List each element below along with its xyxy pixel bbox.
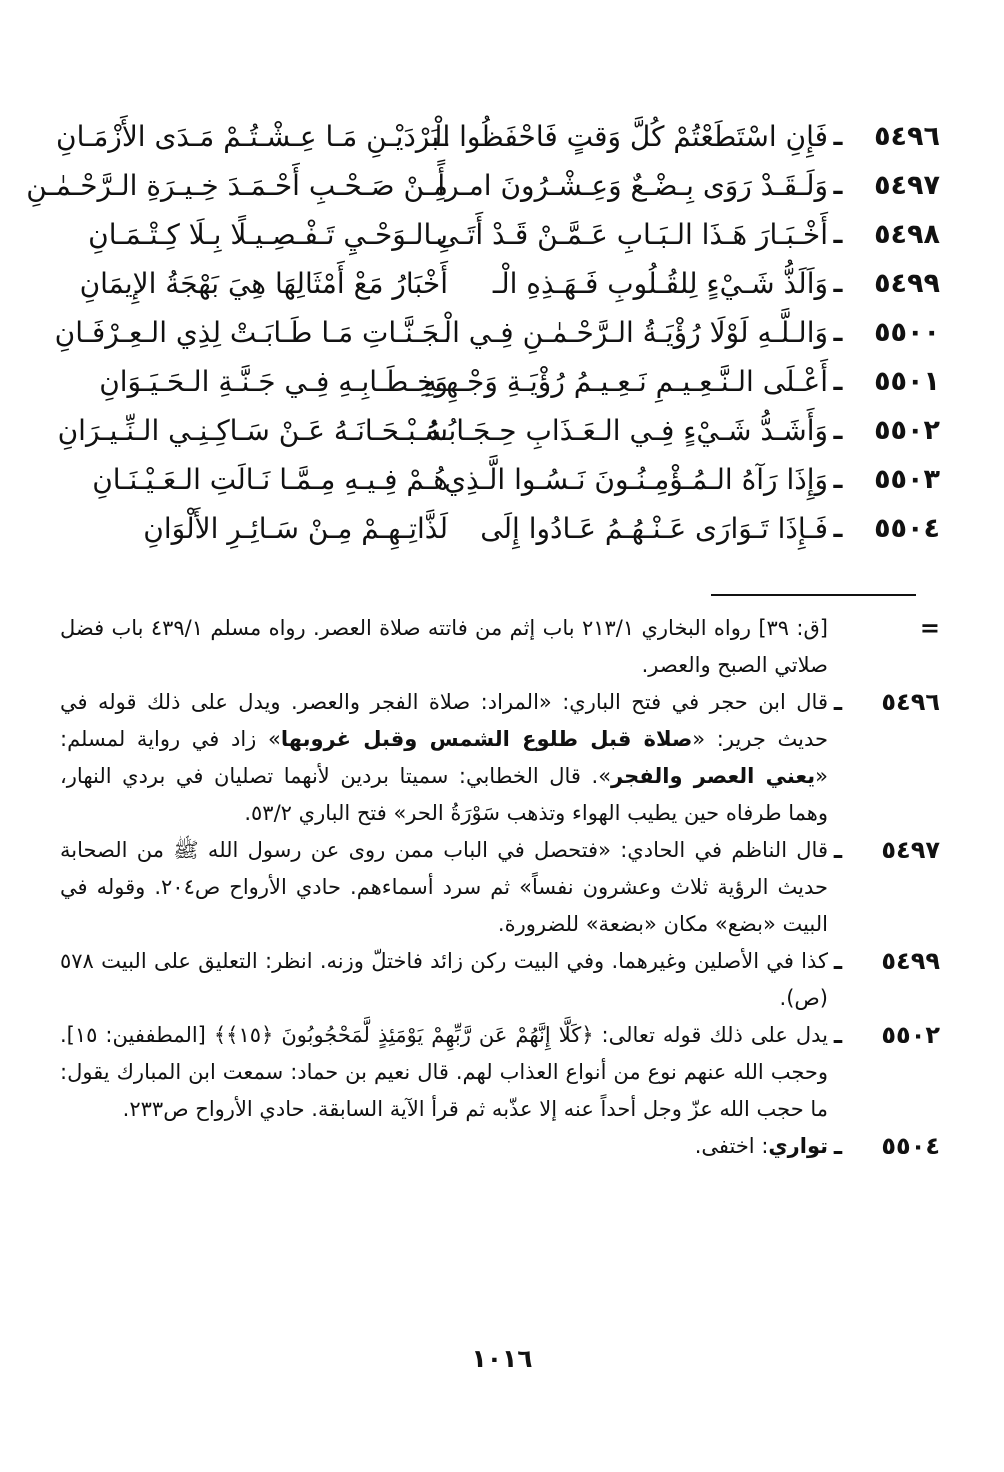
verse-number: ٥٥٠٢ bbox=[874, 415, 940, 446]
poem bbox=[26, 112, 940, 553]
verse-number: ٥٤٩٨ bbox=[874, 219, 940, 250]
first-hemistich: وَأَشَـدُّ شَـيْءٍ فِـي الـعَـذَابِ حِـجَـابُـهُ bbox=[425, 414, 828, 447]
verse bbox=[60, 455, 940, 504]
text-segment: ». قال الخطابي: سميتا بردين لأنهما تصليان في بردي النهار، وهما طرفاه حين يطيب الهواء وتذهب سَوْرَةُ الحر» فتح الباري ٥٣/٢. bbox=[60, 764, 828, 825]
footnote-text bbox=[60, 1128, 828, 1165]
footnote-text bbox=[60, 832, 828, 943]
verse-number: ٥٤٩٩ bbox=[874, 268, 940, 299]
second-hemistich: هُـمْ فِـيـهِ مِـمَّـا نَـالَتِ الـعَـيْـنَـانِ bbox=[92, 463, 448, 496]
verse-dash: ـ bbox=[833, 170, 843, 201]
footnote-text bbox=[60, 943, 828, 1017]
verse bbox=[60, 259, 940, 308]
text-segment: كذا في الأصلين وغيرهما. وفي البيت ركن زائد فاختلّ وزنه. انظر: التعليق على البيت ٥٧٨ (ص). bbox=[60, 949, 828, 1010]
footnote bbox=[60, 832, 940, 943]
footnote-paragraph bbox=[60, 943, 828, 1017]
footnote-dash: ـ bbox=[833, 688, 843, 716]
footnote-paragraph bbox=[60, 1017, 828, 1128]
first-hemistich: وَلَـقَـدْ رَوَى بِـضْـعٌ وَعِـشْـرُونَ امـرأً bbox=[437, 169, 828, 202]
verse-number: ٥٤٩٧ bbox=[874, 170, 940, 201]
footnote-text bbox=[60, 610, 828, 684]
text-segment: قال الناظم في الحادي: «فتحصل في الباب ممن روى عن رسول الله ﷺ من الصحابة حديث الرؤية ثلاث وعشرون نفساً» ثم سرد أسماءهم. حادي الأرواح ص٢٠٤. وقوله في البيت «بضع» مكان «بضعة» للضرورة. bbox=[60, 838, 828, 936]
footnote-paragraph bbox=[60, 684, 828, 832]
footnote-dash: ـ bbox=[833, 1021, 843, 1049]
footnote-paragraph bbox=[60, 1128, 828, 1165]
footnote-text bbox=[60, 1017, 828, 1128]
footnote-dash: ـ bbox=[833, 947, 843, 975]
second-hemistich: لَذَّاتِـهِـمْ مِـنْ سَـائِـرِ الأَلْوَانِ bbox=[143, 512, 448, 545]
bold-text: تواري bbox=[768, 1134, 828, 1158]
first-hemistich: وَإِذَا رَآهُ الـمُـؤْمِـنُـونَ نَـسُـوا الَّـذِي bbox=[444, 463, 828, 496]
bold-text: صلاة قبل طلوع الشمس وقبل غروبها bbox=[280, 727, 693, 751]
footnote bbox=[60, 1017, 940, 1128]
verse-dash: ـ bbox=[833, 366, 843, 397]
verse bbox=[56, 112, 940, 161]
first-hemistich: أَخْـبَـارَ هَـذَا الـبَـابِ عَـمَّـنْ قَـدْ أَتَـى bbox=[435, 218, 828, 251]
footnote-dash: ـ bbox=[833, 836, 843, 864]
verse-number: ٥٥٠٠ bbox=[874, 317, 940, 348]
second-hemistich: ـبَرْدَيْـنِ مَـا عِـشْـتُـمْ مَـدَى الأَزْمَـانِ bbox=[56, 120, 448, 153]
footnote-paragraph bbox=[60, 832, 828, 943]
footnote-text bbox=[60, 684, 828, 832]
verse-number: ٥٥٠٣ bbox=[874, 464, 940, 495]
text-segment: [ق: ٣٩] رواه البخاري ٢١٣/١ باب إثم من فاتته صلاة العصر. رواه مسلم ٤٣٩/١ باب فضل صلاتي الصبح والعصر. bbox=[60, 616, 828, 677]
verse-number: ٥٥٠١ bbox=[874, 366, 940, 397]
verse-dash: ـ bbox=[833, 513, 843, 544]
footnote-number: ٥٤٩٩ bbox=[881, 947, 940, 975]
second-hemistich: بِـالـوَحْـيِ تَـفْـصِـيـلًا بِـلَا كِـتْـمَـانِ bbox=[88, 218, 448, 251]
footnote bbox=[60, 684, 940, 832]
verse bbox=[26, 161, 940, 210]
first-hemistich: وَالـلَّـهِ لَوْلَا رُؤْيَـةُ الـرَّحْـمٰـنِ فِـي الْـ bbox=[435, 316, 828, 349]
footnote-number: = bbox=[919, 614, 940, 642]
verse-dash: ـ bbox=[833, 317, 843, 348]
second-hemistich: أَخْبَارُ مَعْ أَمْثَالِهَا هِيَ بَهْجَةُ الإِيمَانِ bbox=[79, 267, 448, 300]
second-hemistich: ـجَـنَّـاتِ مَـا طَـابَـتْ لِذِي الـعِـرْفَـانِ bbox=[54, 316, 448, 349]
text-segment: يدل على ذلك قوله تعالى: ﴿كَلَّا إِنَّهُمْ عَن رَّبِّهِمْ يَوْمَئِذٍ لَّمَحْجُوبُونَ ﴿١٥﴾﴾ [المطففين: ١٥]. وحجب الله عنهم نوع من أنواع العذاب لهم. قال نعيم بن حماد: سمعت ابن المبارك يقول: ما حجب الله عزّ وجل أحداً عنه إلا عذّبه ثم قرأ الآية السابقة. حادي الأرواح ص٢٣٣. bbox=[60, 1023, 828, 1121]
verse-dash: ـ bbox=[833, 219, 843, 250]
footnote-dash: ـ bbox=[833, 1132, 843, 1160]
first-hemistich: وَاَلَذُّ شَـيْءٍ لِلقُـلُوبِ فَـهَـذِهِ الْـ bbox=[492, 267, 828, 300]
bold-text: يعني العصر والفجر bbox=[611, 764, 816, 788]
verse bbox=[60, 504, 940, 553]
footnote-number: ٥٤٩٧ bbox=[881, 836, 940, 864]
footnotes bbox=[60, 610, 940, 1165]
verse-dash: ـ bbox=[833, 268, 843, 299]
footnote-dash bbox=[828, 610, 848, 684]
second-hemistich: مِـنْ صَـحْـبِ أَحْـمَـدَ خِـيـرَةِ الـرَّحْـمٰـنِ bbox=[26, 169, 448, 202]
first-hemistich: أَعْـلَى الـنَّـعِـيـمِ نَـعِـيـمُ رُؤْيَـةِ وَجْـهِـهِ bbox=[422, 365, 828, 398]
text-segment: » زاد في رواية لمسلم: « bbox=[60, 727, 828, 788]
verse bbox=[60, 357, 940, 406]
text-segment: : اختفى. bbox=[694, 1134, 769, 1158]
second-hemistich: سُـبْـحَـانَـهُ عَـنْ سَـاكِـنِـي الـنِّـيـرَانِ bbox=[57, 414, 448, 447]
verse-number: ٥٥٠٤ bbox=[874, 513, 940, 544]
second-hemistich: وَخِـطَـابِـهِ فِـي جَـنَّـةِ الـحَـيَـوَانِ bbox=[99, 365, 448, 398]
verse bbox=[54, 308, 940, 357]
text-segment: قال ابن حجر في فتح الباري: «المراد: صلاة الفجر والعصر. ويدل على ذلك قوله في حديث جرير: « bbox=[60, 690, 828, 751]
verse-number: ٥٤٩٦ bbox=[874, 121, 940, 152]
first-hemistich: فَـإِذَا تَـوَارَى عَـنْـهُـمُ عَـادُوا إِلَى bbox=[480, 512, 828, 545]
footnote bbox=[60, 1128, 940, 1165]
footnote-number: ٥٤٩٦ bbox=[881, 688, 940, 716]
footnote bbox=[60, 943, 940, 1017]
verse bbox=[60, 210, 940, 259]
page-number: ١٠١٦ bbox=[471, 1344, 533, 1373]
verse-dash: ـ bbox=[833, 464, 843, 495]
footnote-number: ٥٥٠٤ bbox=[881, 1132, 940, 1160]
verse bbox=[57, 406, 940, 455]
first-hemistich: فَإِنِ اسْتَطَعْتُمْ كُلَّ وَقتٍ فَاحْفَظُوا الْـ bbox=[425, 120, 828, 153]
footnote bbox=[60, 610, 940, 684]
verse-dash: ـ bbox=[833, 415, 843, 446]
footnote-paragraph bbox=[60, 610, 828, 684]
verse-dash: ـ bbox=[833, 121, 843, 152]
footnote-separator bbox=[711, 594, 916, 596]
footnote-number: ٥٥٠٢ bbox=[881, 1021, 940, 1049]
